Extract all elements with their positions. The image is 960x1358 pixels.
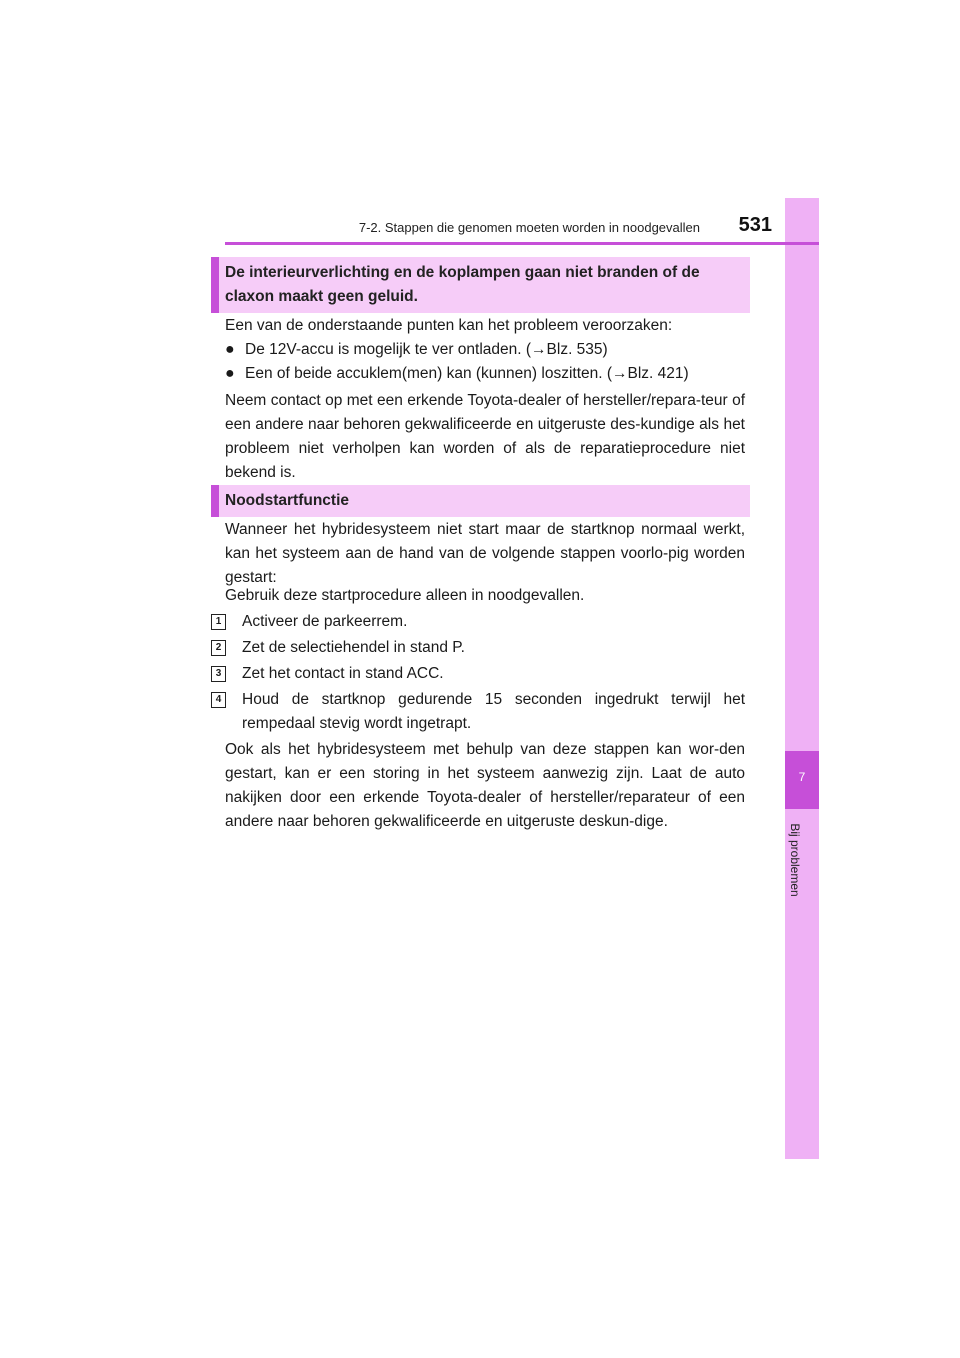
bullet-item: [225, 362, 689, 386]
section2-note: Gebruik deze startprocedure alleen in noodgevallen.: [225, 587, 585, 604]
bullet-icon: ●: [225, 365, 235, 382]
bullet-text: Een of beide accuklem(men) kan (kunnen) loszitten. (→Blz. 421): [245, 365, 689, 382]
step-text: Houd de startknop gedurende 15 seconden ingedrukt terwijl het rempedaal stevig wordt ingetrapt.: [242, 691, 745, 732]
step-text: Zet de selectiehendel in stand P.: [242, 639, 465, 656]
page-number: 531: [738, 214, 772, 236]
chapter-label: Bij problemen: [788, 823, 802, 897]
step-item: [211, 636, 745, 660]
step-text: Zet het contact in stand ACC.: [242, 665, 444, 682]
section-heading-lighting: De interieurverlichting en de koplampen gaan niet branden of de claxon maakt geen geluid.: [211, 257, 750, 313]
chapter-number: 7: [798, 770, 806, 784]
section1-intro: Een van de onderstaande punten kan het probleem veroorzaken:: [225, 317, 673, 334]
step-number-box: 3: [211, 666, 226, 682]
step-number-box: 1: [211, 614, 226, 630]
bullet-text: De 12V-accu is mogelijk te ver ontladen. (→Blz. 535): [245, 341, 608, 358]
step-text: Activeer de parkeerrem.: [242, 613, 408, 630]
header-rule: [225, 242, 819, 245]
step-item: [211, 688, 745, 736]
section-heading-emergency-start: Noodstartfunctie: [211, 485, 750, 517]
step-item: [211, 662, 745, 686]
section2-intro: Wanneer het hybridesysteem niet start maar de startknop normaal werkt, kan het systeem aan de hand van de volgende stappen voorlo-pig worden gestart:: [225, 521, 745, 586]
section1-advice: Neem contact op met een erkende Toyota-dealer of hersteller/repara-teur of een andere naar behoren gekwalificeerde en uitgeruste des-kundige als het probleem niet verholpen kan worden of als de reparatieprocedure niet bekend is.: [225, 392, 745, 481]
bullet-icon: ●: [225, 341, 235, 358]
bullet-item: [225, 338, 608, 362]
step-number-box: 2: [211, 640, 226, 656]
section2-closing: Ook als het hybridesysteem met behulp van deze stappen kan wor-den gestart, kan er een storing in het systeem aanwezig zijn. Laat de auto nakijken door een erkende Toyota-dealer of hersteller/reparateur of een andere naar behoren gekwalificeerde en uitgeruste deskun-dige.: [225, 741, 745, 830]
chapter-side-tab: [785, 198, 819, 1159]
running-header: 7-2. Stappen die genomen moeten worden in noodgevallen: [358, 220, 700, 235]
step-number-box: 4: [211, 692, 226, 708]
step-item: [211, 610, 745, 634]
